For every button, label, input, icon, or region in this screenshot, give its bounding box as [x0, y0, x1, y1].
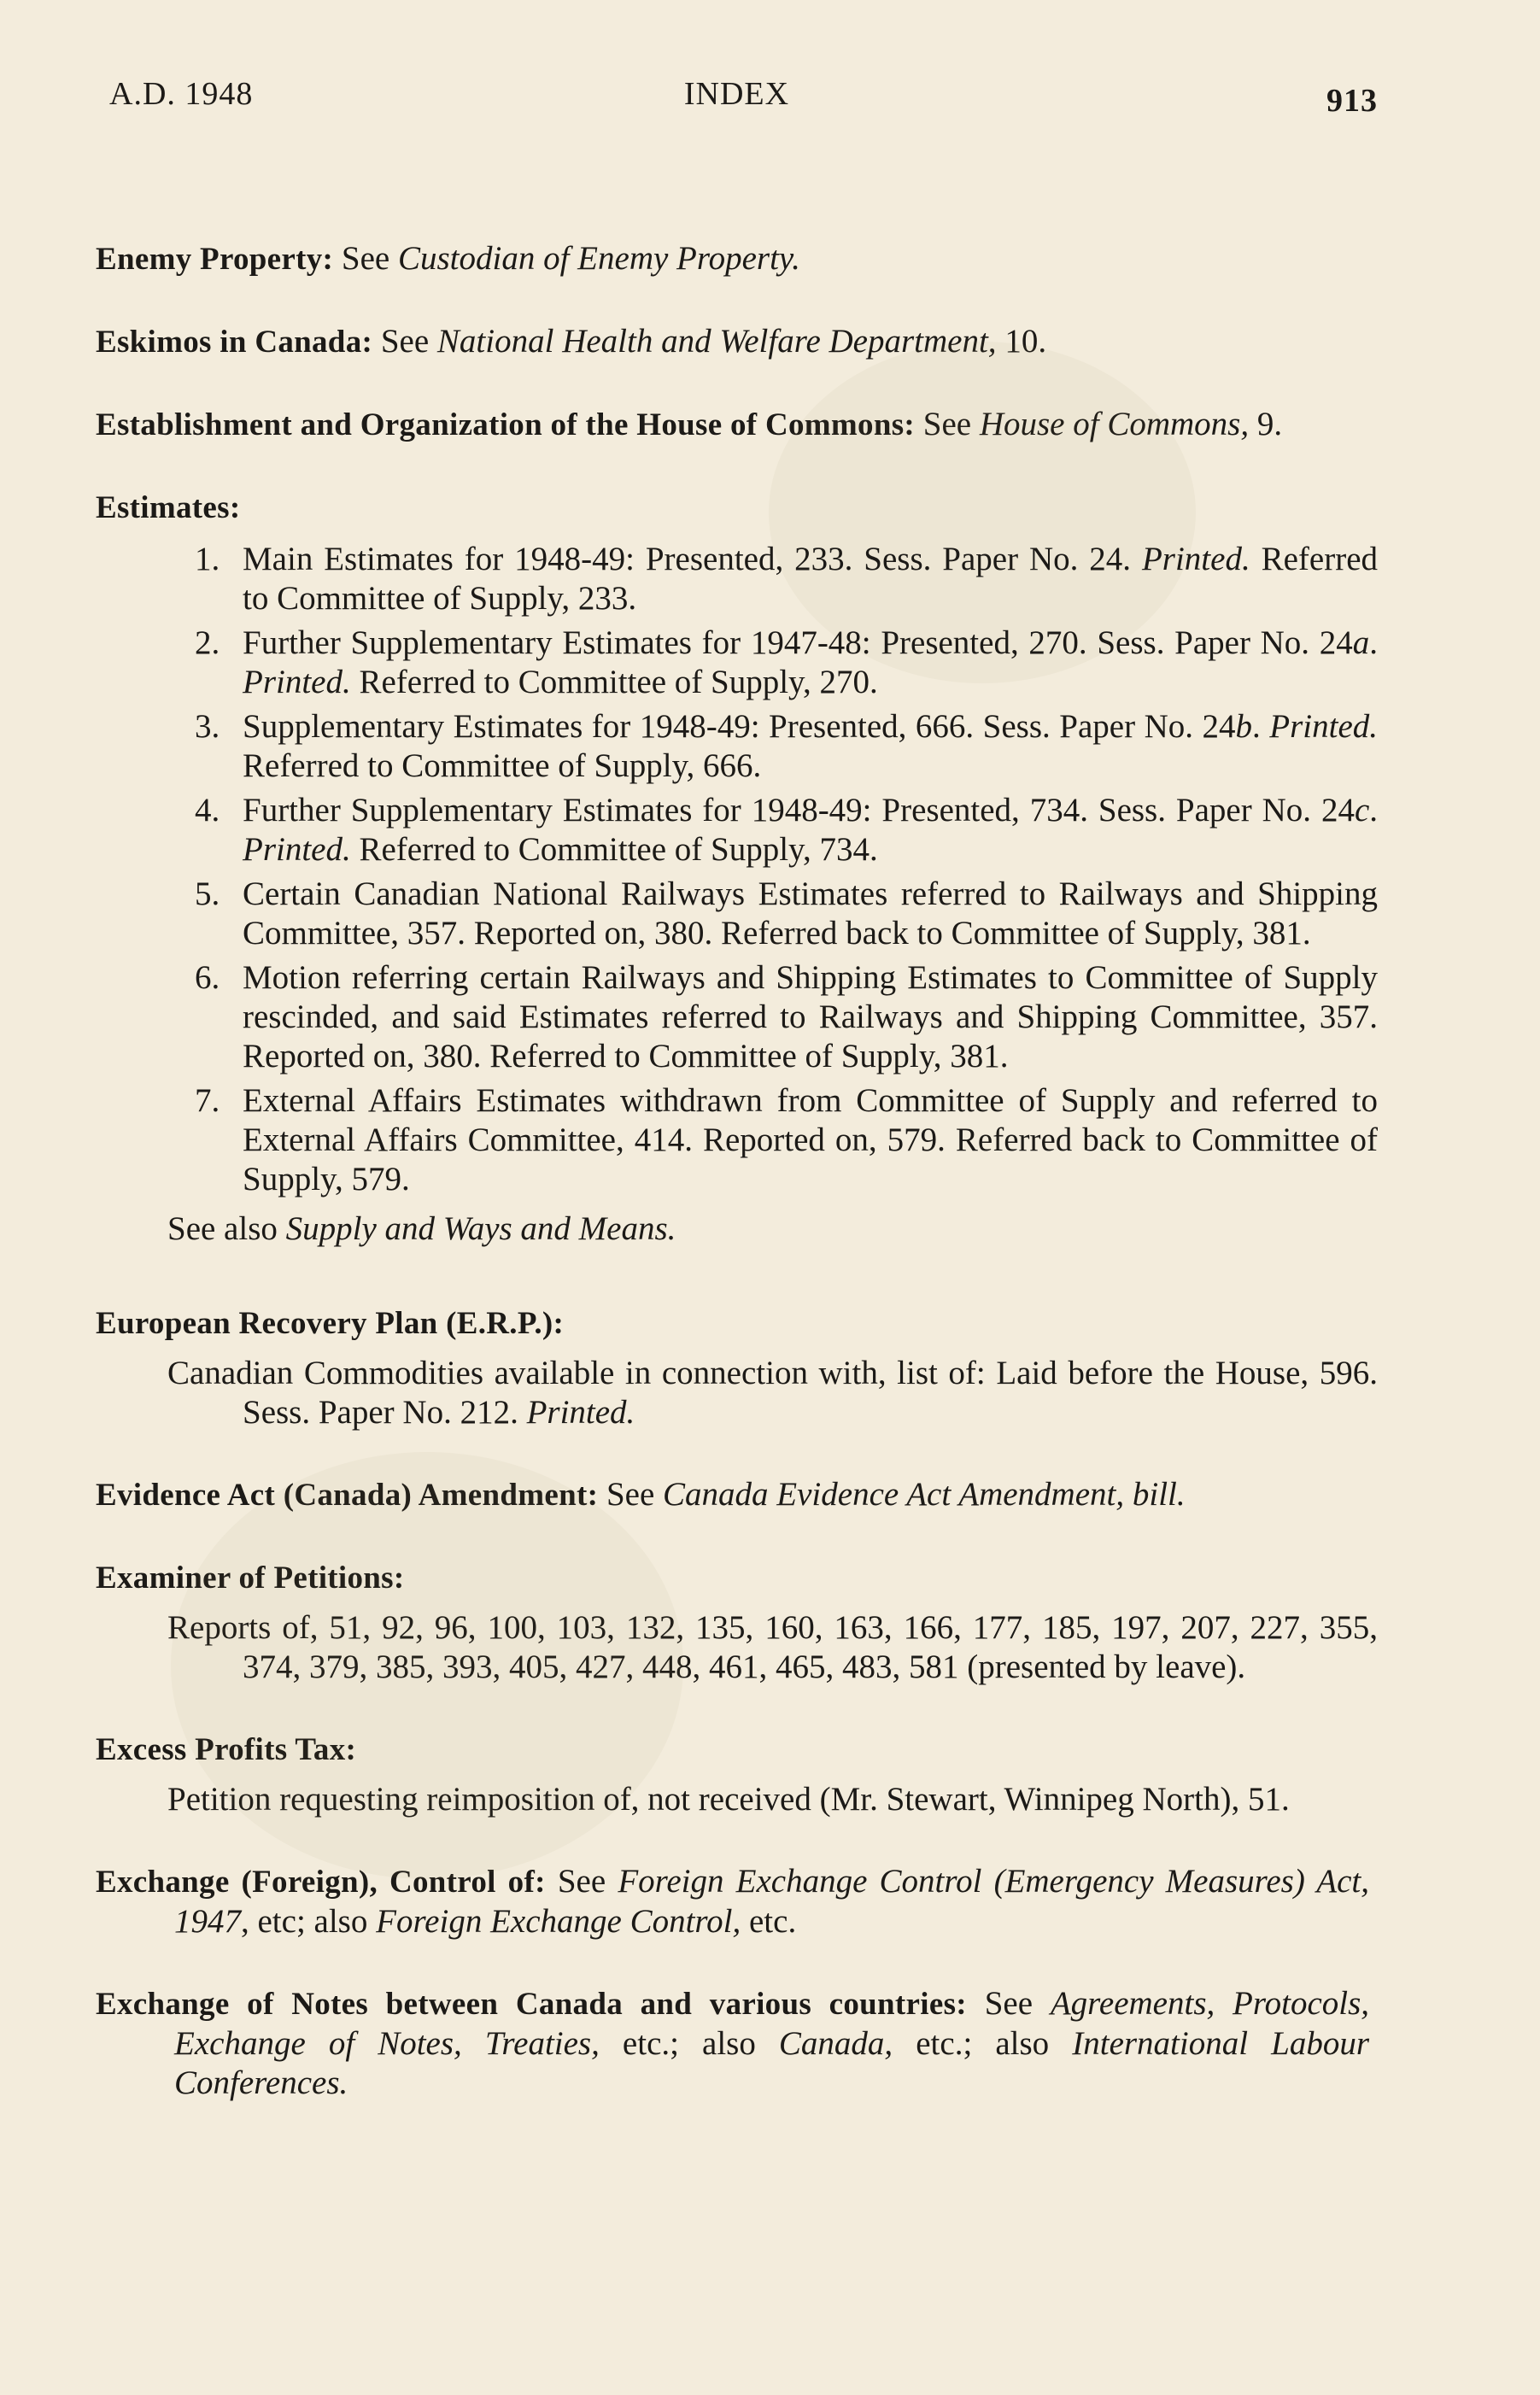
entry-heading: Excess Profits Tax:	[96, 1732, 357, 1767]
cross-reference: International Labour Conferences.	[174, 2025, 1369, 2101]
connector-text: , etc; also	[241, 1903, 368, 1940]
page-ref: 9.	[1256, 406, 1283, 442]
list-item	[96, 875, 1378, 953]
see-label: See	[606, 1476, 655, 1513]
entry-text	[96, 1475, 1378, 1515]
entry-heading: Establishment and Organization of the House of Commons:	[96, 407, 916, 442]
item-text-part: Further Supplementary Estimates for 1948-49: Presented, 734. Sess. Paper No. 24	[243, 792, 1355, 829]
index-entry-european-recovery-plan	[96, 1303, 1378, 1432]
cross-reference: Canada Evidence Act Amendment, bill.	[663, 1476, 1186, 1513]
item-number: 7.	[195, 1082, 220, 1119]
estimates-list	[96, 540, 1378, 1199]
entry-text	[96, 1558, 1378, 1598]
see-label: See	[341, 240, 390, 277]
index-entry-establishment	[96, 405, 1378, 445]
item-number: 3.	[195, 708, 220, 745]
printed-label: Printed.	[1141, 541, 1250, 577]
running-head	[96, 75, 1378, 135]
index-entry-estimates	[96, 488, 1378, 1249]
index-entry-evidence-act	[96, 1475, 1378, 1515]
printed-label: Printed.	[526, 1394, 635, 1431]
entry-body	[96, 1354, 1378, 1432]
page-number: 913	[1326, 83, 1378, 119]
item-text: External Affairs Estimates withdrawn from Committee of Supply and referred to External Affairs Committee, 414. Reported on, 579. Referred back to Committee of Supply, 579.	[243, 1082, 1378, 1198]
see-label: See	[557, 1863, 606, 1900]
entry-heading: Exchange (Foreign), Control of:	[96, 1865, 546, 1900]
see-label: See	[984, 1985, 1033, 2022]
index-entry-exchange-of-notes	[96, 1984, 1378, 2103]
entry-heading: Enemy Property:	[96, 242, 334, 277]
connector-text: etc.; also	[916, 2025, 1050, 2062]
index-entries	[96, 239, 1378, 2103]
entry-text	[96, 1303, 1378, 1344]
list-item	[96, 707, 1378, 786]
cross-reference: House of Commons,	[979, 406, 1250, 442]
entry-text	[96, 405, 1378, 445]
entry-heading: Exchange of Notes between Canada and various countries:	[96, 1987, 967, 2022]
item-text-part: .	[1369, 792, 1378, 829]
item-text	[243, 707, 1378, 786]
see-also	[96, 1209, 1378, 1249]
item-text	[243, 791, 1378, 870]
see-also-label: See also	[167, 1210, 278, 1247]
paper-suffix: a	[1352, 624, 1370, 661]
list-item	[96, 958, 1378, 1076]
list-item	[96, 1081, 1378, 1199]
section-title: INDEX	[683, 76, 790, 112]
index-entry-exchange-foreign	[96, 1862, 1378, 1941]
cross-reference-year: 1947	[174, 1903, 241, 1940]
see-label: See	[380, 323, 430, 360]
cross-reference: Supply and Ways and Means.	[285, 1210, 676, 1247]
item-text-part: Referred to Committee of Supply, 734.	[359, 831, 878, 868]
item-text-part: Supplementary Estimates for 1948-49: Presented, 666. Sess. Paper No. 24	[243, 708, 1236, 745]
entry-body: Petition requesting reimposition of, not received (Mr. Stewart, Winnipeg North), 51.	[167, 1781, 1290, 1818]
page-ref: 10.	[1004, 323, 1047, 360]
printed-label: Printed.	[243, 831, 351, 868]
entry-text	[96, 488, 1378, 528]
entry-heading: European Recovery Plan (E.R.P.):	[96, 1306, 565, 1341]
cross-reference: National Health and Welfare Department,	[436, 323, 997, 360]
item-text-part: Main Estimates for 1948-49: Presented, 233. Sess. Paper No. 24.	[243, 541, 1132, 577]
index-entry-examiner-of-petitions	[96, 1558, 1378, 1687]
entry-text	[96, 1984, 1378, 2103]
entry-heading: Eskimos in Canada:	[96, 325, 373, 360]
cross-reference: Agreements, Protocols, Exchange of Notes, Treaties,	[174, 1985, 1370, 2062]
entry-heading: Examiner of Petitions:	[96, 1561, 405, 1596]
list-item	[96, 540, 1378, 618]
item-text: Motion referring certain Railways and Shipping Estimates to Committee of Supply rescinded, and said Estimates referred to Railways and Shipping Committee, 357. Reported on, 380. Referred to Committee of Supply, 381.	[243, 959, 1378, 1075]
item-number: 4.	[195, 792, 220, 829]
item-text-part: .	[1369, 624, 1378, 661]
body-text: Canadian Commodities available in connection with, list of: Laid before the House, 596. Sess. Paper No. 212.	[167, 1355, 1378, 1431]
entry-heading: Estimates:	[96, 490, 241, 525]
cross-reference: Custodian of Enemy Property.	[397, 240, 800, 277]
entry-text	[96, 1730, 1378, 1770]
connector-text: etc.	[749, 1903, 797, 1940]
item-number: 2.	[195, 624, 220, 661]
entry-text	[96, 239, 1378, 279]
item-text	[243, 540, 1378, 618]
item-number: 6.	[195, 959, 220, 996]
entry-text	[96, 322, 1378, 362]
list-item	[96, 791, 1378, 870]
paper-suffix: b	[1235, 708, 1253, 745]
item-text	[243, 624, 1378, 702]
entry-body: Reports of, 51, 92, 96, 100, 103, 132, 135, 160, 163, 166, 177, 185, 197, 207, 227, 355, 374, 379, 385, 393, 405, 427, 448, 461, 465, 483, 581 (presented by leave).	[167, 1609, 1378, 1685]
index-entry-excess-profits-tax	[96, 1730, 1378, 1819]
see-label: See	[922, 406, 972, 442]
paper-suffix: c	[1354, 792, 1370, 829]
item-number: 5.	[195, 875, 220, 912]
item-text-part: Referred to Committee of Supply, 270.	[359, 664, 878, 700]
cross-reference: Foreign Exchange Control (Emergency Measures) Act,	[618, 1863, 1369, 1900]
item-text-part: Referred to Committee of Supply, 666.	[243, 747, 762, 784]
item-text-part: Referred to Committee of Supply, 233.	[243, 541, 1379, 617]
printed-label: Printed.	[1269, 708, 1379, 745]
item-text: Certain Canadian National Railways Estimates referred to Railways and Shipping Committee, 357. Reported on, 380. Referred back to Committee of Supply, 381.	[243, 875, 1378, 952]
entry-heading: Evidence Act (Canada) Amendment:	[96, 1478, 599, 1513]
item-text-part: Further Supplementary Estimates for 1947-48: Presented, 270. Sess. Paper No. 24	[243, 624, 1353, 661]
cross-reference: Foreign Exchange Control,	[376, 1903, 741, 1940]
list-item	[96, 624, 1378, 702]
printed-label: Printed.	[243, 664, 351, 700]
item-text-part: .	[1252, 708, 1261, 745]
index-entry-enemy-property	[96, 239, 1378, 279]
index-entry-eskimos	[96, 322, 1378, 362]
entry-text	[96, 1862, 1378, 1941]
cross-reference: Canada,	[778, 2025, 893, 2062]
item-number: 1.	[195, 541, 220, 577]
connector-text: etc.; also	[622, 2025, 756, 2062]
year-label: A.D. 1948	[109, 76, 254, 112]
